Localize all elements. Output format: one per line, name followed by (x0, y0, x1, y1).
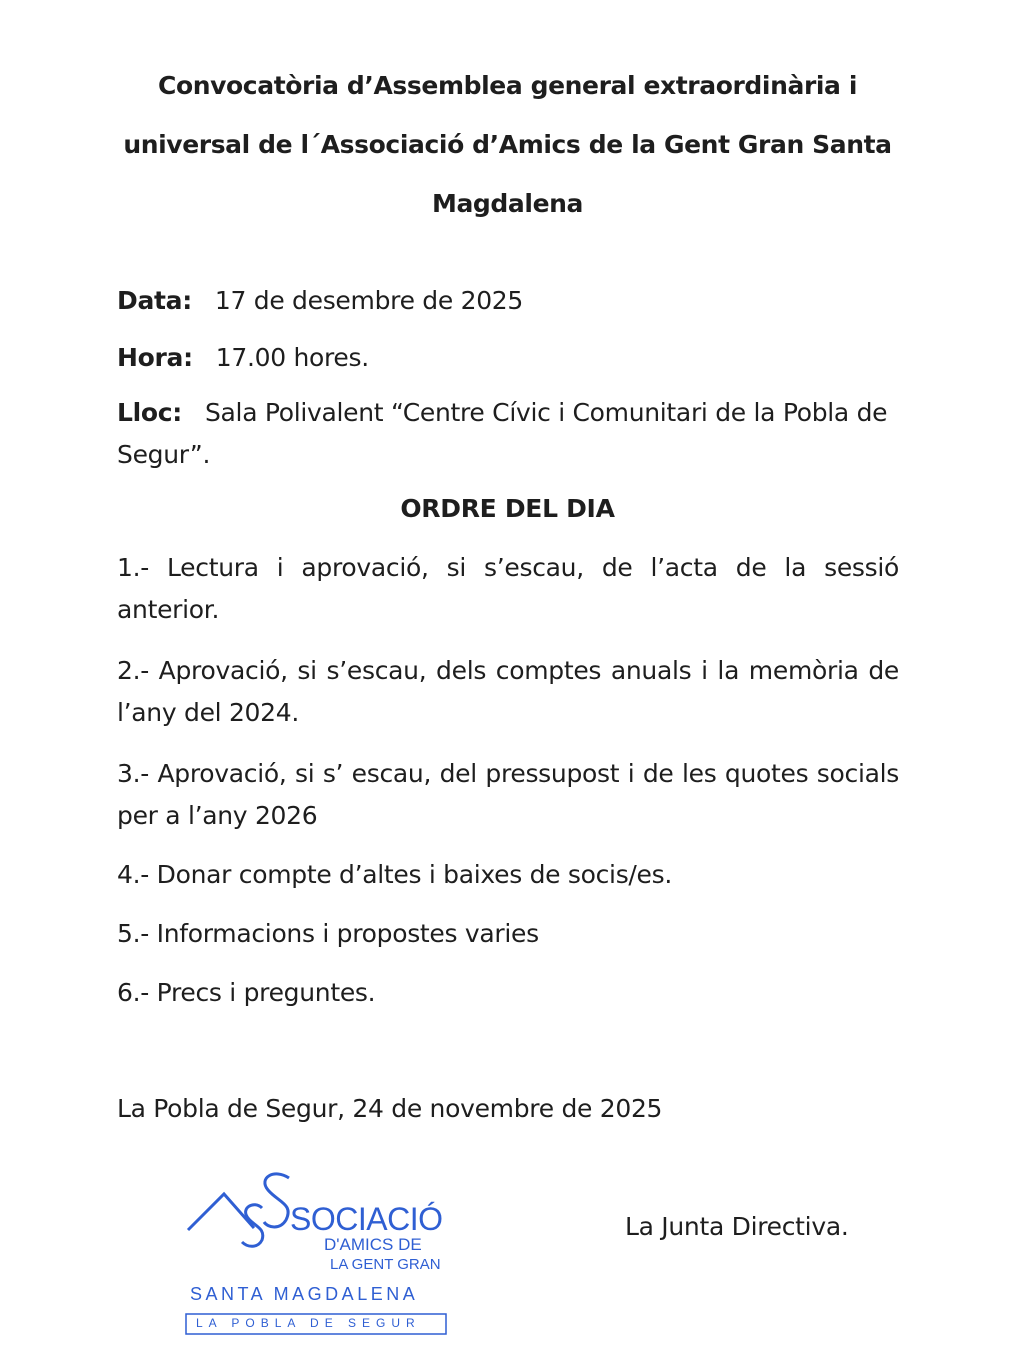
place-label: Lloc: (117, 398, 182, 427)
place-field (117, 392, 899, 476)
date-label: Data: (117, 286, 192, 315)
agenda-item-2: 2.- Aprovació, si s’escau, dels comptes anuals i la memòria de l’any del 2024. (117, 656, 899, 727)
agenda-item-6: 6.- Precs i preguntes. (117, 978, 376, 1007)
date-field (117, 280, 899, 322)
time-label: Hora: (117, 343, 193, 372)
stamp-line-1: SOCIACIÓ (290, 1201, 443, 1237)
stamp-line-5: LA POBLA DE SEGUR (196, 1316, 421, 1330)
agenda-item-5: 5.- Informacions i propostes varies (117, 919, 539, 948)
stamp-line-4: SANTA MAGDALENA (190, 1284, 419, 1304)
document-title (100, 56, 915, 233)
signature: La Junta Directiva. (625, 1212, 849, 1241)
place-value: Sala Polivalent “Centre Cívic i Comunitari de la Pobla de Segur”. (117, 398, 888, 469)
association-stamp (184, 1168, 454, 1340)
time-field (117, 337, 899, 379)
agenda-heading: ORDRE DEL DIA (400, 494, 615, 523)
logo-s-shape-1 (264, 1174, 289, 1227)
association-logo (184, 1168, 454, 1340)
stamp-line-3: LA GENT GRAN (330, 1256, 441, 1273)
date-value: 17 de desembre de 2025 (214, 286, 524, 315)
title-line-2: universal de l´Associació d’Amics de la Gent Gran Santa (123, 130, 892, 159)
stamp-line-2: D'AMICS DE (324, 1235, 422, 1254)
title-line-1: Convocatòria d’Assemblea general extraordinària i (158, 71, 857, 100)
agenda-item-1: 1.- Lectura i aprovació, si s’escau, de l’acta de la sessió anterior. (117, 553, 899, 624)
place-and-date: La Pobla de Segur, 24 de novembre de 2025 (117, 1094, 663, 1123)
logo-a-shape (188, 1194, 254, 1230)
agenda-item-3: 3.- Aprovació, si s’ escau, del pressupost i de les quotes socials per a l’any 2026 (117, 759, 899, 830)
agenda-item-4: 4.- Donar compte d’altes i baixes de socis/es. (117, 860, 672, 889)
time-value: 17.00 hores. (215, 343, 369, 372)
title-line-3: Magdalena (431, 189, 583, 218)
